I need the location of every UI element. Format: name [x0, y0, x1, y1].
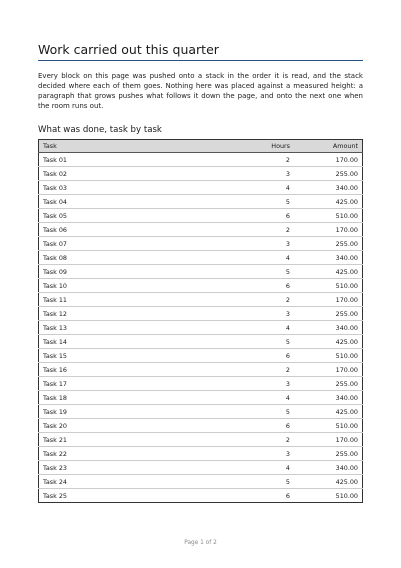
task-name-cell: Task 17	[39, 377, 247, 391]
table-row	[39, 419, 363, 433]
task-name-cell: Task 07	[39, 237, 247, 251]
task-name-cell: Task 24	[39, 475, 247, 489]
hours-cell: 6	[246, 349, 294, 363]
table-row	[39, 377, 363, 391]
amount-cell: 340.00	[294, 461, 363, 475]
hours-cell: 5	[246, 475, 294, 489]
amount-cell: 170.00	[294, 363, 363, 377]
hours-cell: 4	[246, 461, 294, 475]
table-row	[39, 181, 363, 195]
table-row	[39, 223, 363, 237]
amount-cell: 425.00	[294, 335, 363, 349]
table-row	[39, 237, 363, 251]
table-row	[39, 195, 363, 209]
hours-cell: 4	[246, 321, 294, 335]
amount-cell: 510.00	[335, 491, 358, 500]
amount-cell: 255.00	[294, 377, 363, 391]
amount-cell: 510.00	[294, 349, 363, 363]
amount-cell: 255.00	[294, 307, 363, 321]
hours-cell: 2	[246, 433, 294, 447]
table-row	[39, 349, 363, 363]
task-name-cell: Task 06	[39, 223, 247, 237]
hours-cell: 2	[246, 363, 294, 377]
hours-cell: 2	[246, 293, 294, 307]
task-name-cell: Task 19	[39, 405, 247, 419]
table-header-row	[39, 140, 363, 153]
amount-cell: 510.00	[294, 419, 363, 433]
task-name-cell: Task 13	[39, 321, 247, 335]
hours-cell: 6	[246, 419, 294, 433]
task-name-cell: Task 22	[39, 447, 247, 461]
amount-cell: 510.00	[294, 209, 363, 223]
hours-cell: 5	[246, 335, 294, 349]
task-name-cell: Task 09	[39, 265, 247, 279]
amount-cell: 340.00	[294, 391, 363, 405]
task-name-cell: Task 02	[39, 167, 247, 181]
table-row	[39, 475, 363, 489]
column-header-hours: Hours	[246, 140, 294, 153]
hours-cell: 5	[246, 265, 294, 279]
hours-cell: 4	[246, 181, 294, 195]
column-header-task: Task	[39, 140, 247, 153]
table-row	[39, 209, 363, 223]
table-row	[39, 335, 363, 349]
task-name-cell: Task 18	[39, 391, 247, 405]
hours-cell: 6	[246, 209, 294, 223]
amount-cell: 340.00	[294, 251, 363, 265]
intro-paragraph: Every block on this page was pushed onto a stack in the order it is read, and the stack decided where each of them goes. Nothing here was placed against a measured height: a paragraph that grows pushes what follows it down the page, and onto the next one when the room runs out.	[38, 72, 363, 110]
amount-cell: 255.00	[294, 447, 363, 461]
hours-cell: 5	[246, 405, 294, 419]
hours-cell: 2	[246, 223, 294, 237]
table-row	[39, 489, 363, 503]
hours-cell: 6	[285, 491, 290, 500]
task-name-cell: Task 11	[39, 293, 247, 307]
table-row	[39, 433, 363, 447]
hours-cell: 3	[246, 237, 294, 251]
task-name-cell: Task 14	[39, 335, 247, 349]
task-name-cell: Task 25	[43, 491, 67, 500]
task-name-cell: Task 05	[39, 209, 247, 223]
table-row	[39, 307, 363, 321]
table-row	[39, 167, 363, 181]
amount-cell: 425.00	[294, 195, 363, 209]
section-heading: What was done, task by task	[38, 125, 162, 135]
table-body	[39, 153, 363, 503]
task-name-cell: Task 04	[39, 195, 247, 209]
task-name-cell: Task 20	[39, 419, 247, 433]
amount-cell: 170.00	[294, 153, 363, 167]
hours-cell: 4	[246, 251, 294, 265]
column-header-amount: Amount	[294, 140, 363, 153]
amount-cell: 425.00	[294, 265, 363, 279]
task-name-cell: Task 15	[39, 349, 247, 363]
table-row	[39, 265, 363, 279]
hours-cell: 2	[246, 153, 294, 167]
task-name-cell: Task 12	[39, 307, 247, 321]
task-name-cell: Task 23	[39, 461, 247, 475]
table-row	[39, 461, 363, 475]
table-row	[39, 153, 363, 167]
task-table	[38, 139, 363, 503]
page-number: Page 1 of 2	[184, 540, 217, 546]
table-row	[39, 447, 363, 461]
hours-cell: 5	[246, 195, 294, 209]
table-row	[39, 321, 363, 335]
amount-cell: 255.00	[294, 167, 363, 181]
table-row	[39, 293, 363, 307]
hours-cell: 4	[246, 391, 294, 405]
amount-cell: 425.00	[294, 405, 363, 419]
task-name-cell: Task 08	[39, 251, 247, 265]
amount-cell: 170.00	[294, 433, 363, 447]
task-name-cell: Task 16	[39, 363, 247, 377]
amount-cell: 170.00	[294, 223, 363, 237]
amount-cell: 170.00	[294, 293, 363, 307]
amount-cell: 425.00	[294, 475, 363, 489]
hours-cell: 3	[246, 167, 294, 181]
amount-cell: 510.00	[294, 279, 363, 293]
task-name-cell: Task 10	[39, 279, 247, 293]
table-row	[39, 405, 363, 419]
hours-cell: 3	[246, 447, 294, 461]
task-name-cell: Task 21	[39, 433, 247, 447]
amount-cell: 255.00	[294, 237, 363, 251]
table-row	[39, 363, 363, 377]
hours-cell: 3	[246, 307, 294, 321]
title-divider	[38, 60, 363, 61]
table-row	[39, 251, 363, 265]
amount-cell: 340.00	[294, 321, 363, 335]
task-name-cell: Task 03	[39, 181, 247, 195]
table-row	[39, 279, 363, 293]
hours-cell: 3	[246, 377, 294, 391]
task-name-cell: Task 01	[39, 153, 247, 167]
hours-cell: 6	[246, 279, 294, 293]
amount-cell: 340.00	[294, 181, 363, 195]
table-row	[39, 391, 363, 405]
page-title: Work carried out this quarter	[38, 42, 219, 57]
